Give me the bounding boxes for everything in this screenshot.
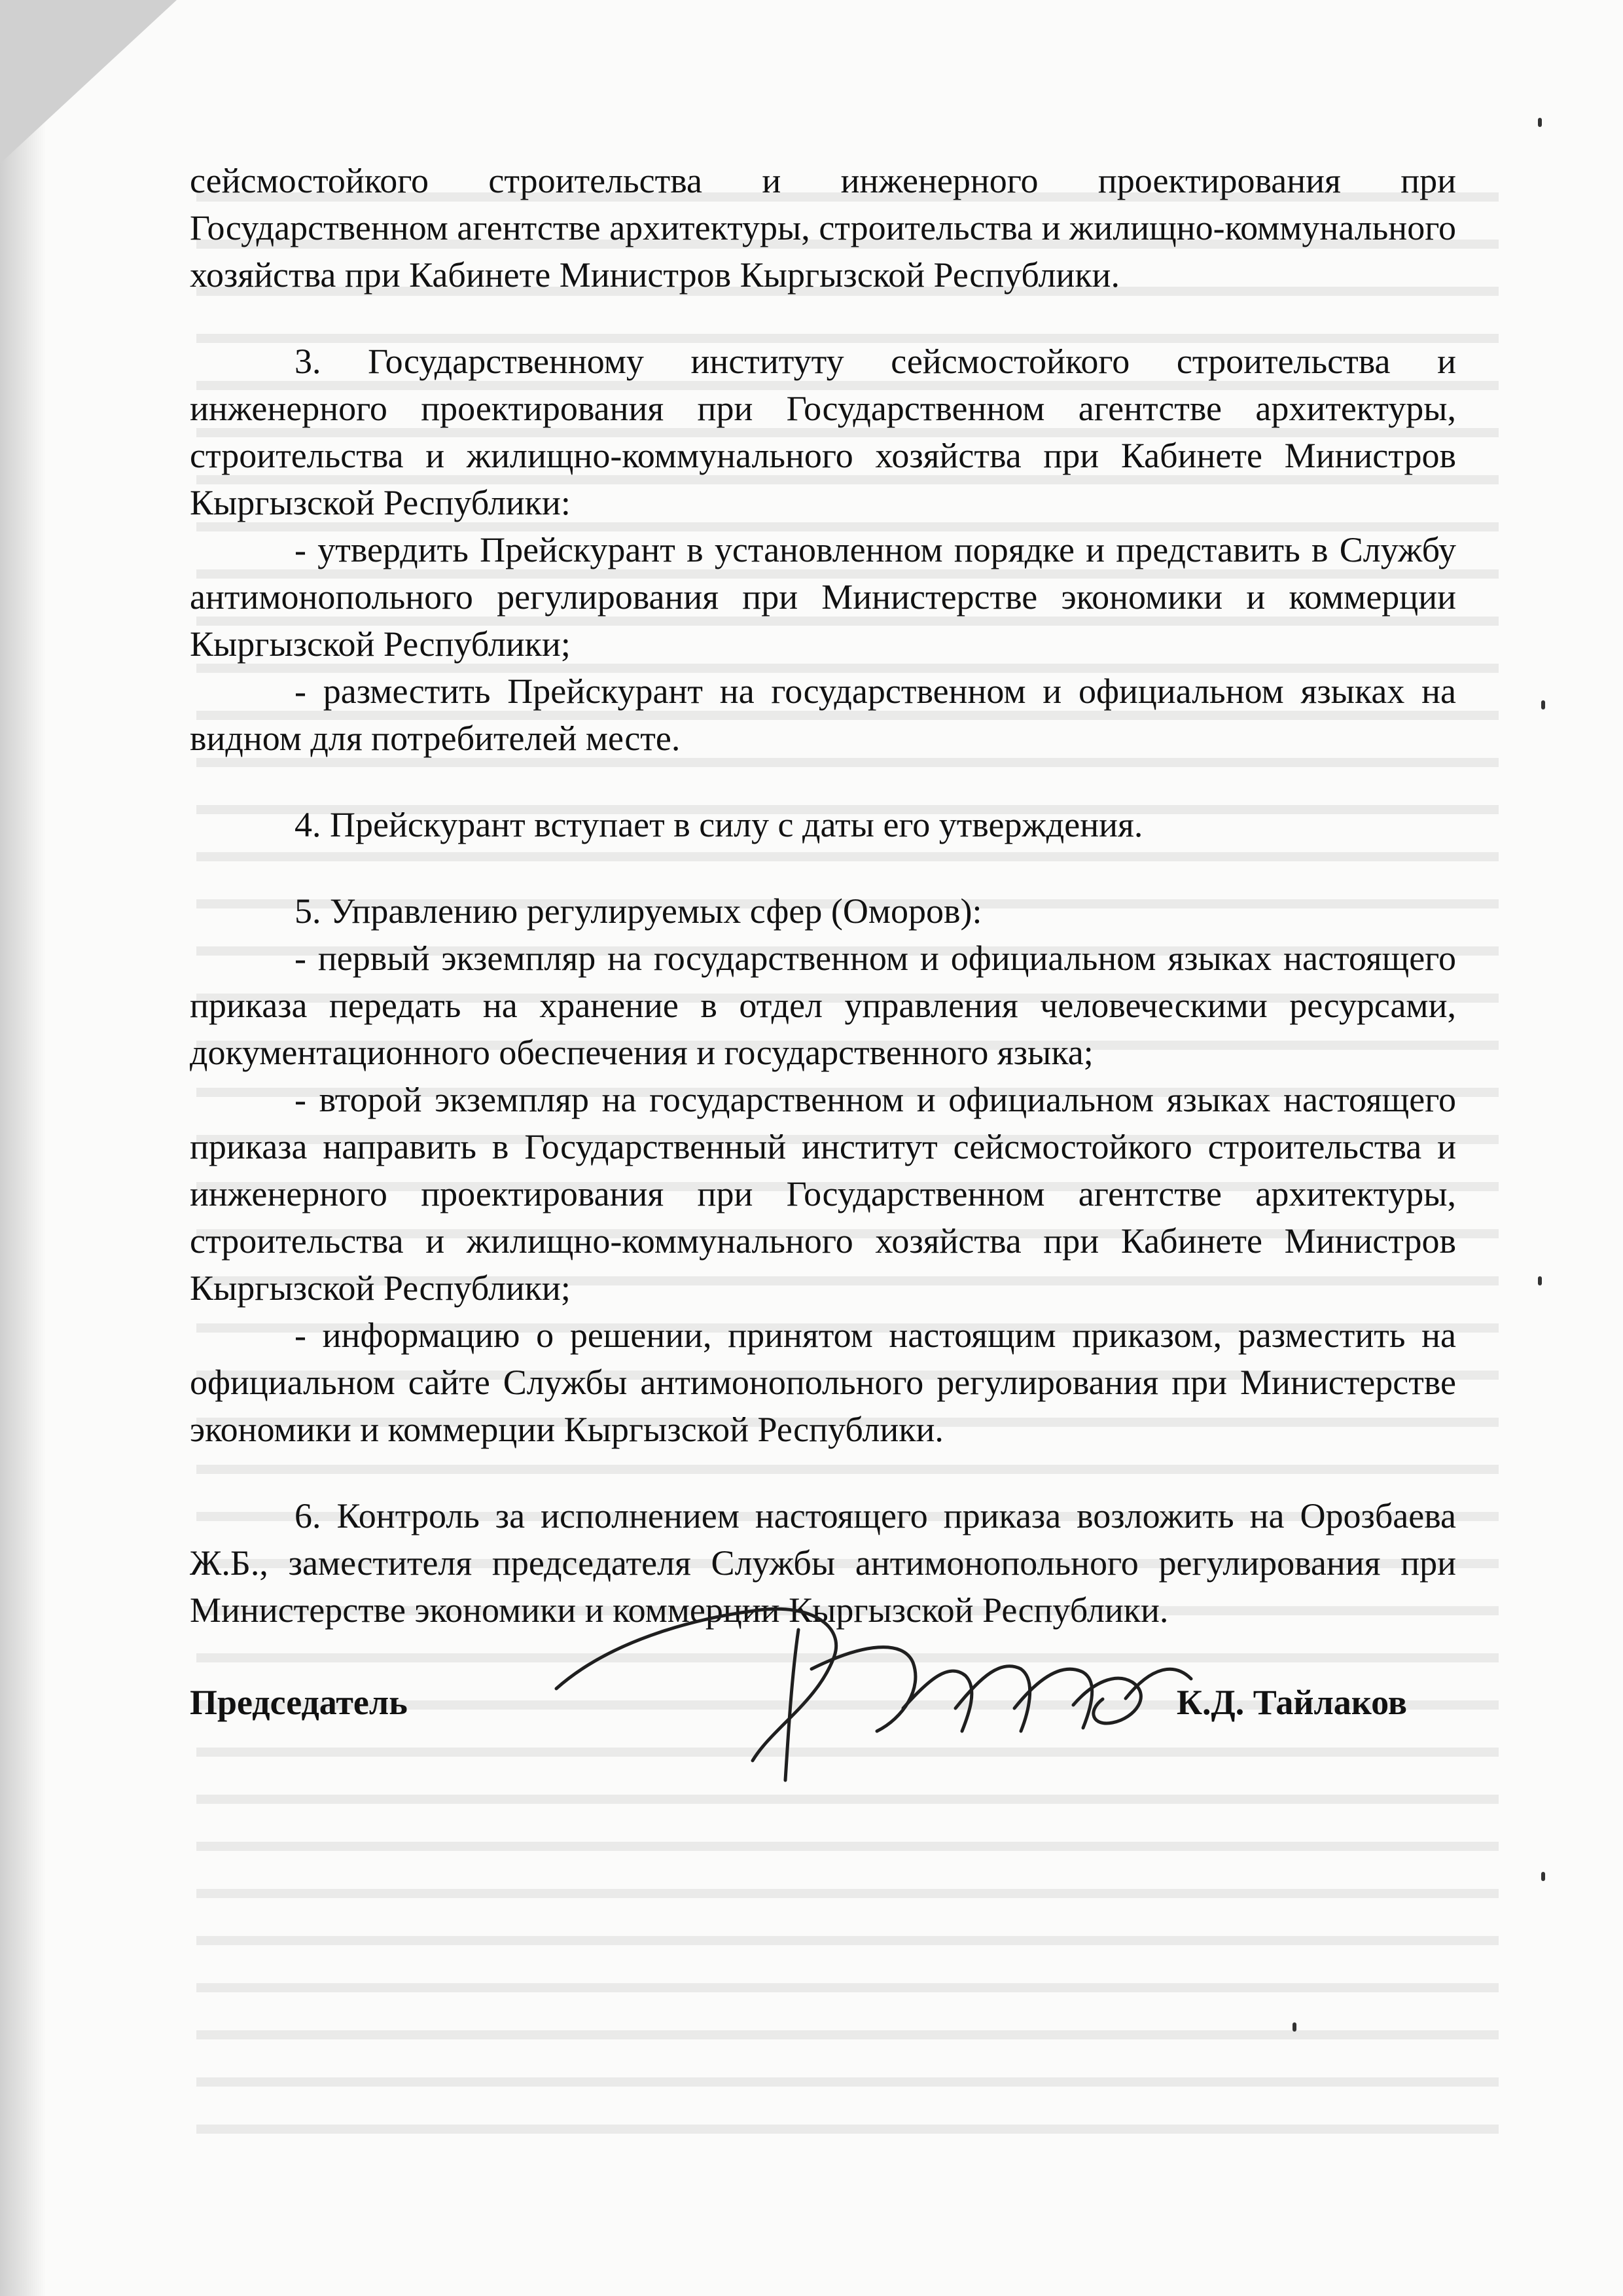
document-body — [190, 157, 1456, 1634]
scan-speck — [1541, 1872, 1545, 1881]
signature-block — [190, 1682, 1407, 1723]
paragraph-item-5-bullet-3: - информацию о решении, принятом настоящим приказом, разместить на официальном сайте Службы антимонопольного регулирования при Министерстве экономики и коммерции Кыргызской Республики. — [190, 1316, 1456, 1449]
paragraph-item-3: 3. Государственному институту сейсмостойкого строительства и инженерного проектирования при Государственном агентстве архитектуры, строительства и жилищно-коммунального хозяйства при Кабинете Министров Кыргызской Республики: — [190, 342, 1456, 522]
paragraph-continuation: сейсмостойкого строительства и инженерного проектирования при Государственном агентстве архитектуры, строительства и жилищно-коммунального хозяйства при Кабинете Министров Кыргызской Республики. — [190, 161, 1456, 295]
signer-role: Председатель — [190, 1683, 408, 1722]
paragraph-item-5: 5. Управлению регулируемых сфер (Оморов): — [294, 891, 982, 931]
paragraph-item-3-bullet-1: - утвердить Прейскурант в установленном порядке и представить в Службу антимонопольного регулирования при Министерстве экономики и коммерции Кыргызской Республики; — [190, 530, 1456, 664]
scan-speck — [1538, 1276, 1542, 1285]
scan-speck — [1538, 118, 1542, 127]
paragraph-item-3-bullet-2: - разместить Прейскурант на государственном и официальном языках на видном для потребителей месте. — [190, 672, 1456, 758]
scan-speck — [1541, 700, 1545, 709]
folded-corner — [0, 0, 177, 164]
signer-name: К.Д. Тайлаков — [1176, 1683, 1407, 1722]
paragraph-item-6: 6. Контроль за исполнением настоящего приказа возложить на Орозбаева Ж.Б., заместителя председателя Службы антимонопольного регулирования при Министерстве экономики и коммерции Кыргызской Республики. — [190, 1496, 1456, 1630]
paragraph-item-5-bullet-2: - второй экземпляр на государственном и официальном языках настоящего приказа направить в Государственный институт сейсмостойкого строительства и инженерного проектирования при Государственном агентстве архитектуры, строительства и жилищно-коммунального хозяйства при Кабинете Министров Кыргызской Республики; — [190, 1080, 1456, 1308]
paragraph-item-5-bullet-1: - первый экземпляр на государственном и официальном языках настоящего приказа передать на хранение в отдел управления человеческими ресурсами, документационного обеспечения и государственного языка; — [190, 939, 1456, 1072]
page-shadow-left — [0, 0, 46, 2296]
scan-speck — [1293, 2022, 1296, 2032]
paragraph-item-4: 4. Прейскурант вступает в силу с даты его утверждения. — [294, 805, 1143, 844]
